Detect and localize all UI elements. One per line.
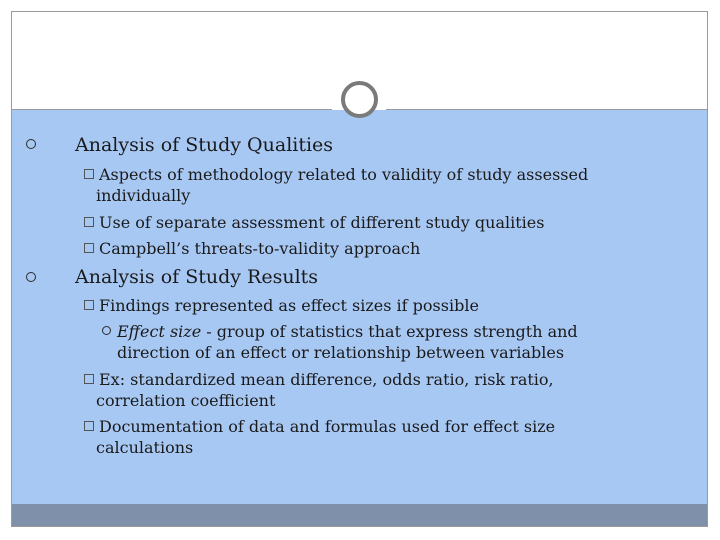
bullet-text-continuation: individually bbox=[96, 186, 191, 205]
section-heading-2: Analysis of Study Results bbox=[75, 266, 319, 288]
square-bullet-icon bbox=[84, 374, 94, 384]
slide-footer bbox=[12, 504, 707, 527]
decorative-circle-icon bbox=[341, 81, 378, 118]
slide bbox=[11, 11, 708, 527]
circle-bullet-icon bbox=[102, 326, 111, 335]
sub-bullet-text bbox=[117, 321, 578, 342]
bullet-text-continuation: calculations bbox=[96, 438, 194, 457]
bullet-text: Ex: standardized mean difference, odds ratio, risk ratio, bbox=[99, 370, 554, 389]
sub-bullet-text-continuation: direction of an effect or relationship between variables bbox=[117, 343, 565, 362]
section-heading-1: Analysis of Study Qualities bbox=[75, 134, 334, 156]
circle-bullet-icon bbox=[26, 272, 36, 282]
square-bullet-icon bbox=[84, 300, 94, 310]
term-dash: - bbox=[201, 322, 217, 341]
bullet-text-continuation: correlation coefficient bbox=[96, 391, 276, 410]
bullet-text: Use of separate assessment of different study qualities bbox=[99, 213, 545, 232]
content-area bbox=[12, 110, 707, 504]
bullet-text: Campbell’s threats-to-validity approach bbox=[99, 239, 421, 258]
square-bullet-icon bbox=[84, 421, 94, 431]
square-bullet-icon bbox=[84, 169, 94, 179]
definition-text: group of statistics that express strength and bbox=[216, 322, 578, 341]
square-bullet-icon bbox=[84, 217, 94, 227]
bullet-text: Findings represented as effect sizes if possible bbox=[99, 296, 479, 315]
term-effect-size: Effect size bbox=[117, 322, 202, 341]
square-bullet-icon bbox=[84, 243, 94, 253]
bullet-text: Documentation of data and formulas used for effect size bbox=[99, 417, 556, 436]
bullet-text: Aspects of methodology related to validity of study assessed bbox=[99, 165, 589, 184]
circle-bullet-icon bbox=[26, 139, 36, 149]
